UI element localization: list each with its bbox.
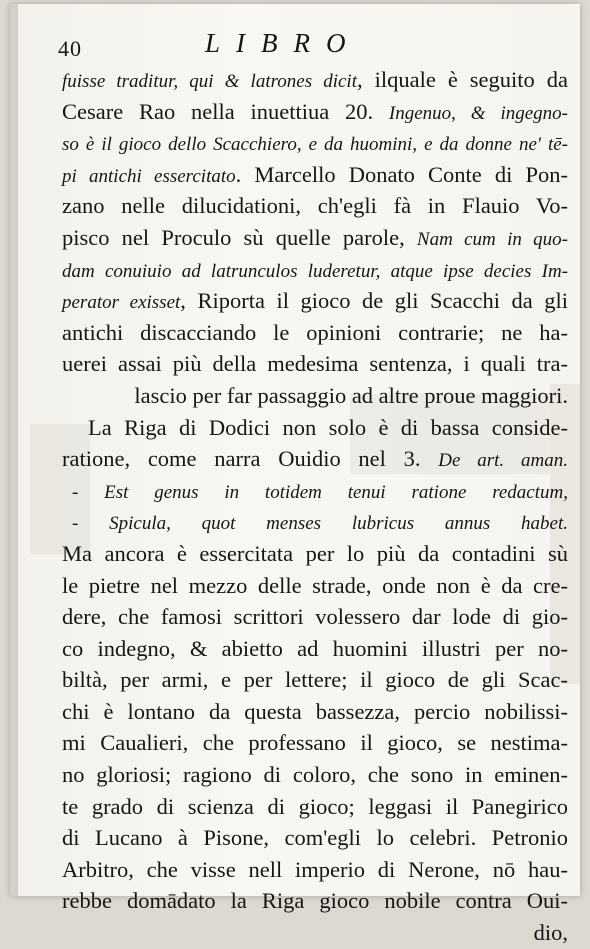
roman-segment: , ilquale è seguito da [357, 67, 569, 92]
roman-segment: dio, [533, 920, 568, 946]
roman-segment: pisco nel Proculo sù quelle parole, [62, 224, 417, 250]
italic-segment: pi antichi essercitato [62, 165, 236, 187]
roman-segment: mi Caualieri, che professano il gioco, se nestima- [62, 730, 568, 756]
body-text [62, 64, 568, 949]
roman-segment: . Marcello Donato Conte di Pon- [235, 161, 569, 187]
text-line [62, 727, 568, 759]
roman-segment: zano nelle dilucidationi, ch'egli fà in Flauio Vo- [62, 193, 568, 219]
roman-segment: le pietre nel mezzo delle strade, onde non è da cre- [62, 572, 568, 598]
roman-segment: rebbe domādato la Riga gioco nobile contra Oui- [62, 888, 568, 914]
text-line [62, 443, 568, 475]
text-line [62, 96, 568, 128]
roman-segment: no gloriosi; ragiono di coloro, che sono in eminen- [62, 762, 568, 788]
italic-segment: so è il gioco dello Scacchiero, e da huomini, e da donne ne' tē- [62, 134, 568, 156]
book-page [10, 4, 580, 946]
roman-segment: Arbitro, che visse nell imperio di Nerone, nō hau- [62, 856, 568, 882]
text-line [62, 696, 568, 728]
roman-segment: chi è lontano da questa bassezza, percio nobilissi- [62, 698, 568, 724]
roman-segment: Ma ancora è essercitata per lo più da contadini sù [62, 540, 568, 566]
text-line [62, 222, 568, 254]
text-line [62, 633, 568, 665]
text-line [62, 190, 568, 222]
roman-segment: uerei assai più della medesima sentenza, i quali tra- [62, 351, 568, 377]
text-line [62, 475, 568, 507]
roman-segment: lascio per far passaggio ad altre proue maggiori. [134, 382, 568, 408]
text-line [62, 285, 568, 317]
roman-segment: La Riga di Dodici non solo è di bassa conside- [88, 414, 568, 440]
text-line [62, 538, 568, 570]
roman-segment: te grado di scienza di gioco; leggasi il Panegirico [62, 793, 568, 819]
italic-segment: Ingenuo, & ingegno- [388, 102, 569, 124]
text-line [62, 412, 568, 444]
text-line [62, 759, 568, 791]
text-line [62, 506, 568, 538]
italic-segment: perator exisset [62, 292, 181, 314]
italic-segment: De art. aman. [438, 450, 568, 472]
text-line [62, 348, 568, 380]
page-number: 40 [58, 36, 82, 61]
italic-segment: dam conuiuio ad latrunculos luderetur, atque ipse decies Im- [62, 260, 568, 282]
text-line [62, 159, 568, 191]
roman-segment: biltà, per armi, e per lettere; il gioco de gli Scac- [62, 667, 568, 693]
roman-segment: co indegno, & abietto ad huomini illustri per no- [62, 635, 568, 661]
text-line [62, 64, 568, 96]
roman-segment: , Riporta il gioco de gli Scacchi da gli [180, 288, 568, 314]
roman-segment: di Lucano à Pisone, com'egli lo celebri. Petronio [62, 825, 568, 851]
text-line [62, 822, 568, 854]
roman-segment: Cesare Rao nella inuettiua 20. [62, 98, 389, 124]
roman-segment: dere, che famosi scrittori volessero dar lode di gio- [62, 604, 568, 630]
roman-segment: ratione, come narra Ouidio nel 3. [62, 446, 439, 472]
text-line [62, 885, 568, 917]
italic-segment: Nam cum in quo- [416, 228, 568, 250]
text-line [62, 127, 568, 159]
text-line [62, 854, 568, 886]
running-head: LIBRO [205, 28, 362, 58]
text-line [62, 917, 568, 949]
text-line [62, 791, 568, 823]
roman-segment: antichi discacciando le opinioni contrarie; ne ha- [62, 319, 568, 345]
text-line [62, 254, 568, 286]
text-line [62, 570, 568, 602]
text-line [62, 601, 568, 633]
text-line [62, 380, 568, 412]
italic-segment: - Est genus in totidem tenui ratione redactum, [72, 481, 568, 503]
italic-segment: - Spicula, quot menses lubricus annus habet. [72, 513, 568, 535]
text-line [62, 317, 568, 349]
italic-segment: fuisse traditur, qui & latrones dicit [62, 71, 357, 92]
text-line [62, 664, 568, 696]
